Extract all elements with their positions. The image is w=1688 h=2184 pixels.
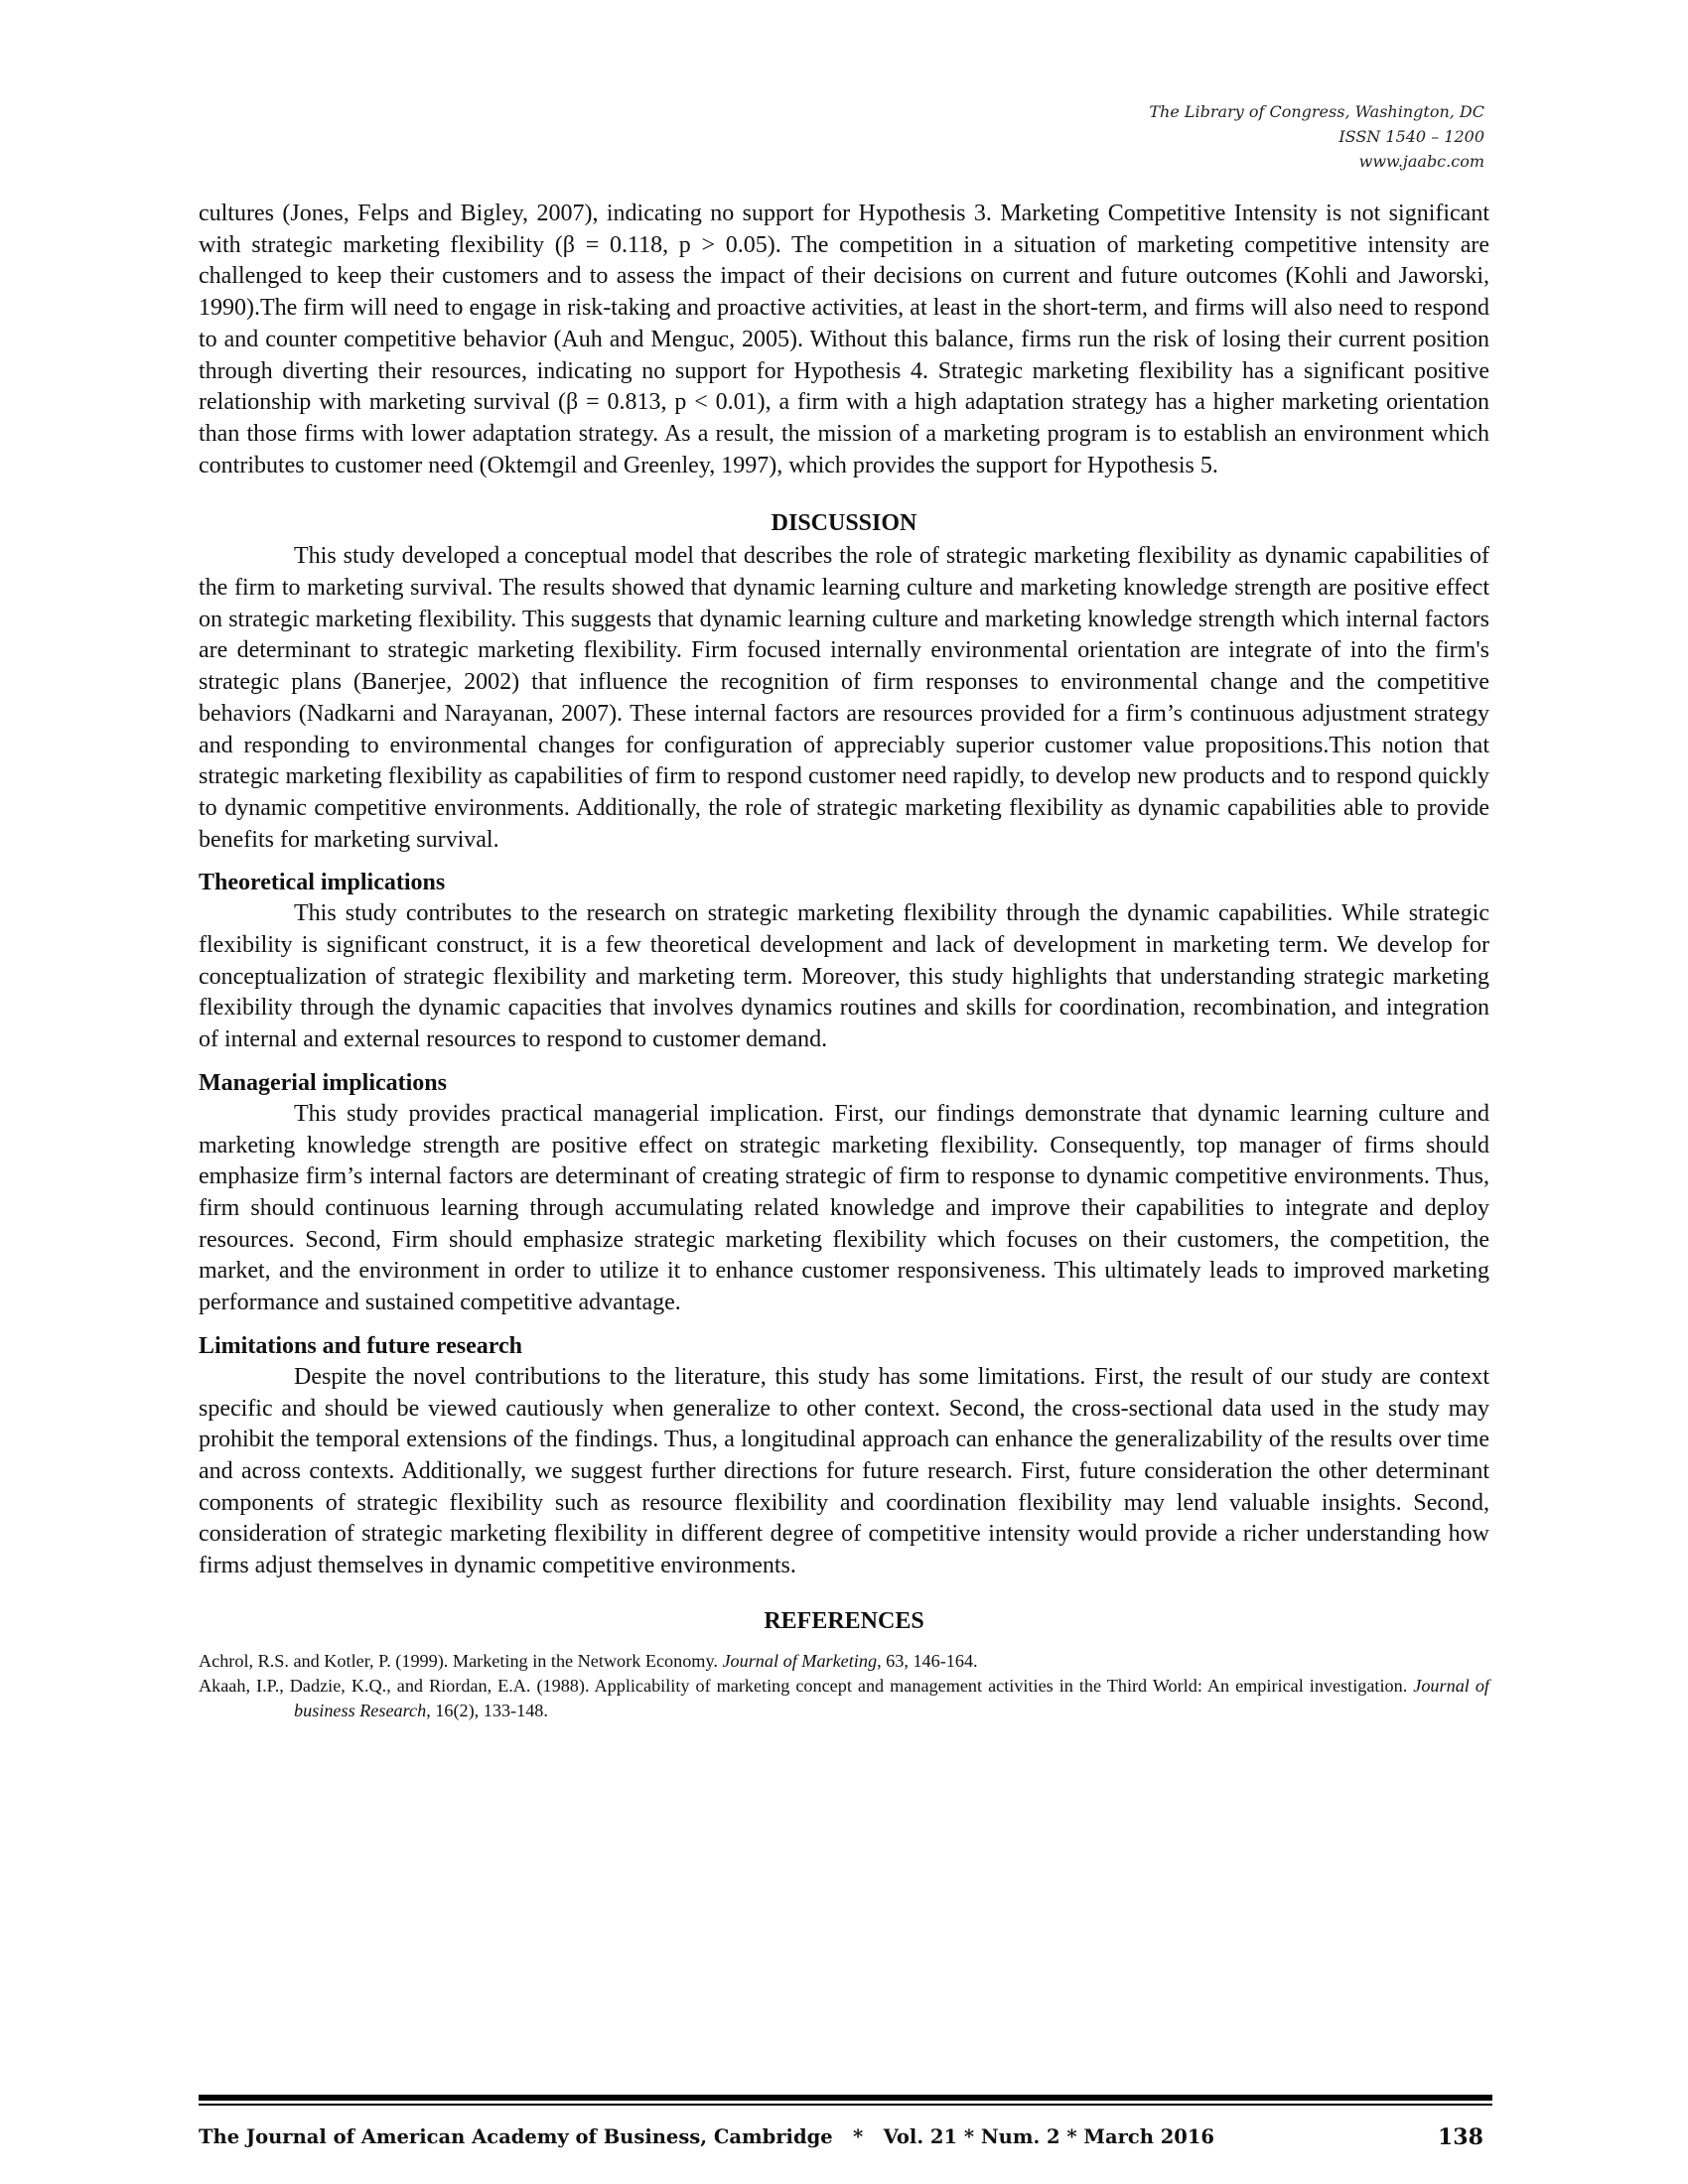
references-heading: REFERENCES xyxy=(764,1607,924,1634)
reference-authors: Akaah, I.P., Dadzie, K.Q., and Riordan, E.A. (1988). Applicability of marketing concept and management activities in the Third World: An empirical investigation. xyxy=(199,1675,1414,1696)
managerial-implications-heading: Managerial implications xyxy=(199,1069,447,1096)
page-number: 138 xyxy=(1438,2124,1483,2150)
reference-item xyxy=(199,1649,1489,1674)
reference-authors: Achrol, R.S. and Kotler, P. (1999). Marketing in the Network Economy. xyxy=(199,1650,723,1671)
footer-rule-thick xyxy=(199,2095,1492,2101)
running-footer xyxy=(199,2122,1492,2152)
limitations-paragraph: Despite the novel contributions to the literature, this study has some limitations. First, the result of our study are context specific and should be viewed cautiously when generalize to other context. Second, the cross-sectional data used in the study may prohibit the temporal extensions of the findings. Thus, a longitudinal approach can enhance the generalizability of the results over time and across contexts. Additionally, we suggest further directions for future research. First, future consideration the other determinant components of strategic flexibility such as resource flexibility and coordination flexibility may lend valuable insights. Second, consideration of strategic marketing flexibility in different degree of competitive intensity would provide a richer understanding how firms adjust themselves in dynamic competitive environments. xyxy=(199,1363,1489,1579)
reference-list xyxy=(199,1649,1489,1723)
reference-journal: Journal of Marketing xyxy=(722,1650,878,1671)
reference-item xyxy=(199,1674,1489,1723)
discussion-heading: DISCUSSION xyxy=(771,510,917,537)
theoretical-implications-paragraph: This study contributes to the research on strategic marketing flexibility through the dynamic capabilities. While strategic flexibility is significant construct, it is a few theoretical development and lack of development in marketing term. We develop for conceptualization of strategic flexibility and marketing term. Moreover, this study highlights that understanding strategic marketing flexibility through the dynamic capacities that involves dynamics routines and skills for coordination, recombination, and integration of internal and external resources to respond to customer demand. xyxy=(199,900,1489,1053)
header-library: The Library of Congress, Washington, DC xyxy=(1149,102,1484,121)
footer-rule-thin xyxy=(199,2104,1492,2106)
reference-details: , 16(2), 133-148. xyxy=(426,1700,548,1720)
main-content xyxy=(199,199,1489,1723)
header-issn: ISSN 1540 – 1200 xyxy=(1338,127,1484,146)
header-website: www.jaabc.com xyxy=(1358,152,1484,171)
managerial-implications-paragraph: This study provides practical managerial implication. First, our findings demonstrate that dynamic learning culture and marketing knowledge strength are positive effect on strategic marketing flexibility. Consequently, top manager of firms should emphasize firm’s internal factors are determinant of creating strategic of firm to response to dynamic competitive environments. Thus, firm should continuous learning through accumulating related knowledge and improve their capabilities to integrate and deploy resources. Second, Firm should emphasize strategic marketing flexibility which focuses on their customers, the competition, the market, and the environment in order to utilize it to enhance customer responsiveness. This ultimately leads to improved marketing performance and sustained competitive advantage. xyxy=(199,1100,1489,1316)
reference-details: , 63, 146-164. xyxy=(877,1650,978,1671)
results-continuation-paragraph: cultures (Jones, Felps and Bigley, 2007), indicating no support for Hypothesis 3. Marketing Competitive Intensity is not significant with strategic marketing flexibility (β = 0.118, p > 0.05). The competition in a situation of marketing competitive intensity are challenged to keep their customers and to assess the impact of their decisions on current and future outcomes (Kohli and Jaworski, 1990).The firm will need to engage in risk-taking and proactive activities, at least in the short-term, and firms will also need to respond to and counter competitive behavior (Auh and Menguc, 2005). Without this balance, firms run the risk of losing their current position through diverting their resources, indicating no support for Hypothesis 4. Strategic marketing flexibility has a significant positive relationship with marketing survival (β = 0.813, p < 0.01), a firm with a high adaptation strategy has a higher marketing orientation than those firms with lower adaptation strategy. As a result, the mission of a marketing program is to establish an environment which contributes to customer need (Oktemgil and Greenley, 1997), which provides the support for Hypothesis 5. xyxy=(199,201,1489,478)
theoretical-implications-heading: Theoretical implications xyxy=(199,870,446,896)
running-header xyxy=(889,99,1484,174)
reference-journal: Journal of business Research xyxy=(294,1675,1489,1720)
footer-journal-info: The Journal of American Academy of Business, Cambridge * Vol. 21 * Num. 2 * March 2016 xyxy=(199,2125,1214,2148)
discussion-paragraph: This study developed a conceptual model that describes the role of strategic marketing flexibility as dynamic capabilities of the firm to marketing survival. The results showed that dynamic learning culture and marketing knowledge strength are positive effect on strategic marketing flexibility. This suggests that dynamic learning culture and marketing knowledge strength which internal factors are determinant to strategic marketing flexibility. Firm focused internally environmental orientation are integrate of into the firm's strategic plans (Banerjee, 2002) that influence the recognition of firm responses to environmental change and the competitive behaviors (Nadkarni and Narayanan, 2007). These internal factors are resources provided for a firm’s continuous adjustment strategy and responding to environmental changes for configuration of appreciably superior customer value propositions.This notion that strategic marketing flexibility as capabilities of firm to respond customer need rapidly, to develop new products and to respond quickly to dynamic competitive environments. Additionally, the role of strategic marketing flexibility as dynamic capabilities able to provide benefits for marketing survival. xyxy=(199,543,1489,853)
limitations-heading: Limitations and future research xyxy=(199,1332,523,1359)
